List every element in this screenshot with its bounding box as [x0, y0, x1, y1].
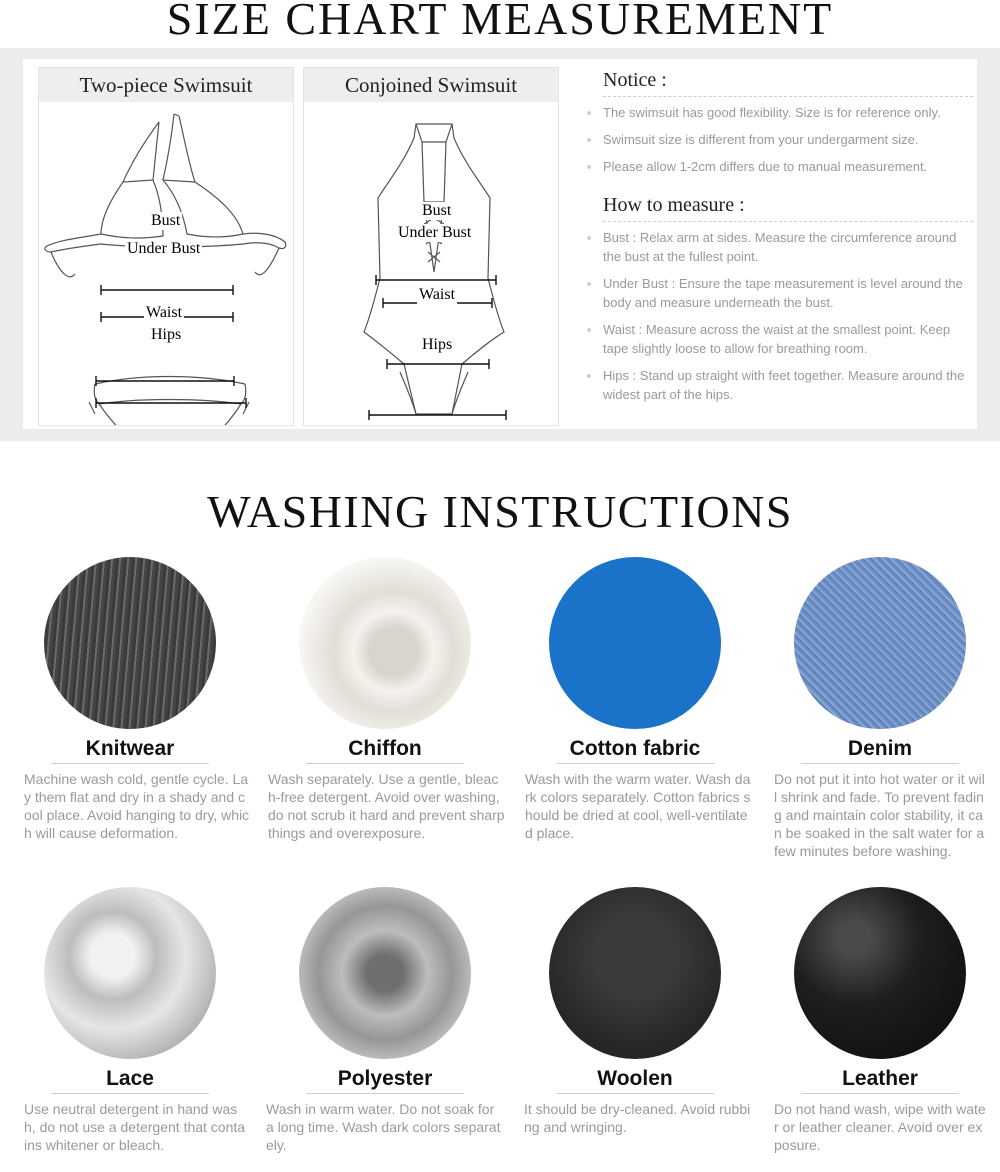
fabric-name: Cotton fabric — [556, 737, 714, 764]
conjoined-under-bust-label: Under Bust — [398, 224, 472, 241]
fabric-description: Wash in warm water. Do not soak for a long time. Wash dark colors separately. — [266, 1101, 501, 1153]
one-piece-diagram — [304, 102, 558, 425]
fabric-description: It should be dry-cleaned. Avoid rubbing and wringing. — [524, 1101, 751, 1135]
fabric-description: Use neutral detergent in hand wash, do not use a detergent that contains whitener or bleach. — [24, 1101, 246, 1153]
bikini-diagram — [39, 102, 293, 425]
conjoined-waist-label: Waist — [419, 286, 456, 303]
notice-item: Please allow 1-2cm differs due to manual measurement. — [603, 157, 973, 176]
fabric-card-knitwear — [10, 557, 250, 842]
fabric-description: Wash separately. Use a gentle, bleach-free detergent. Avoid over washing, do not scrub it hard and prevent sharp things and overexposure. — [268, 771, 505, 841]
conjoined-card — [303, 67, 559, 426]
measure-item-waist: Waist : Measure across the waist at the smallest point. Keep tape slightly loose to allow for breathing room. — [603, 320, 973, 358]
lace-swatch — [44, 887, 216, 1059]
cotton-swatch — [549, 557, 721, 729]
knitwear-swatch — [44, 557, 216, 729]
fabric-card-denim — [760, 557, 1000, 860]
woolen-swatch — [549, 887, 721, 1059]
conjoined-hips-label: Hips — [422, 336, 453, 353]
two-piece-title: Two-piece Swimsuit — [39, 68, 293, 102]
conjoined-title: Conjoined Swimsuit — [304, 68, 558, 102]
fabric-card-chiffon — [265, 557, 505, 842]
fabric-description: Do not hand wash, wipe with water or leather cleaner. Avoid over exposure. — [774, 1101, 986, 1153]
size-chart-title: SIZE CHART MEASUREMENT — [0, 0, 1000, 48]
size-chart-section — [0, 0, 1000, 441]
fabric-description: Do not put it into hot water or it will shrink and fade. To prevent fading and maintain color stability, it can be soaked in the salt water for a few minutes before washing. — [774, 771, 985, 859]
two-piece-waist-label: Waist — [146, 304, 183, 321]
two-piece-hips-label: Hips — [151, 326, 182, 343]
notice-item: Swimsuit size is different from your undergarment size. — [603, 130, 973, 149]
fabric-name: Woolen — [556, 1067, 714, 1094]
measure-item-under-bust: Under Bust : Ensure the tape measurement is level around the body and measure underneath the bust. — [603, 274, 973, 312]
denim-swatch — [794, 557, 966, 729]
notice-heading: Notice : — [603, 69, 973, 97]
two-piece-under-bust-label: Under Bust — [127, 240, 201, 257]
fabric-description: Wash with the warm water. Wash dark colors separately. Cotton fabrics should be dried at cool, well-ventilated place. — [525, 771, 751, 841]
size-chart-panel — [23, 59, 977, 429]
how-to-measure-heading: How to measure : — [603, 194, 973, 222]
leather-swatch — [794, 887, 966, 1059]
washing-title: WASHING INSTRUCTIONS — [207, 486, 793, 537]
fabric-card-polyester — [265, 887, 505, 1154]
notice-block — [603, 69, 973, 412]
fabric-name: Polyester — [306, 1067, 464, 1094]
fabric-card-cotton — [515, 557, 755, 842]
measure-item-bust: Bust : Relax arm at sides. Measure the circumference around the bust at the fullest point. — [603, 228, 973, 266]
measure-item-hips: Hips : Stand up straight with feet together. Measure around the widest part of the hips. — [603, 366, 973, 404]
fabric-name: Leather — [801, 1067, 959, 1094]
fabric-name: Chiffon — [306, 737, 464, 764]
notice-item: The swimsuit has good flexibility. Size is for reference only. — [603, 103, 973, 122]
fabric-card-leather — [760, 887, 1000, 1154]
chiffon-swatch — [299, 557, 471, 729]
two-piece-bust-label: Bust — [151, 212, 181, 229]
fabric-card-lace — [10, 887, 250, 1154]
fabric-card-woolen — [515, 887, 755, 1136]
fabric-name: Denim — [801, 737, 959, 764]
polyester-swatch — [299, 887, 471, 1059]
fabric-name: Knitwear — [51, 737, 209, 764]
fabric-description: Machine wash cold, gentle cycle. Lay them flat and dry in a shady and cool place. Avoid hanging to dry, which will cause deformation. — [24, 771, 250, 841]
conjoined-bust-label: Bust — [422, 202, 452, 219]
fabric-name: Lace — [51, 1067, 209, 1094]
two-piece-card — [38, 67, 294, 426]
